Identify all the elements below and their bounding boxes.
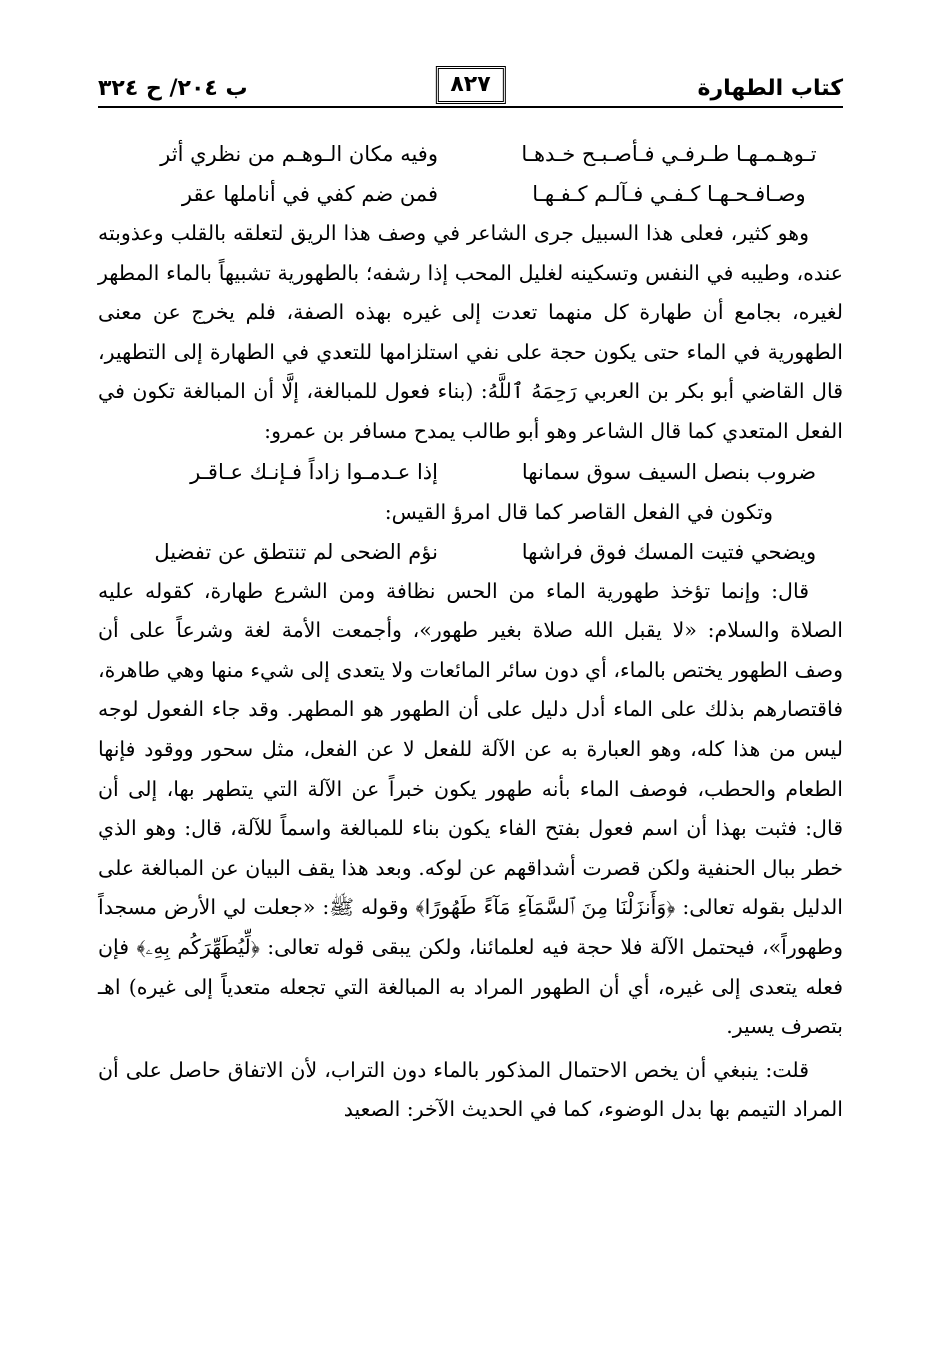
verse-line — [98, 532, 843, 572]
book-title: كتاب الطهارة — [697, 76, 843, 101]
verse-hemistich: نؤم الضحى لم تنتطق عن تفضيل — [154, 539, 438, 564]
verse-line — [98, 452, 843, 492]
paragraph: وهو كثير، فعلى هذا السبيل جرى الشاعر في وصف هذا الريق لتعلقه بالقلب وعذوبته عنده، وطيبه في النفس وتسكينه لغليل المحب إذا رشفه؛ بالطهورية تشبيهاً بالماء المطهر لغيره، بجامع أن طهارة كل منهما تعدت إلى غيره بهذه الصفة، فلم يخرج عن معنى الطهورية في الماء حتى يكون حجة على نفي استلزامها للتعدي في الطهارة إلى التطهير، قال القاضي أبو بكر بن العربي رَحِمَهُ ٱللَّهُ: (بناء فعول للمبالغة، إلَّا أن المبالغة تكون في الفعل المتعدي كما قال الشاعر وهو أبو طالب يمدح مسافر بن عمرو: — [98, 221, 843, 443]
intro-line: وتكون في الفعل القاصر كما قال امرؤ القيس: — [384, 499, 773, 524]
verse-hemistich: ويضحي فتيت المسك فوق فراشها — [521, 539, 817, 564]
page-header — [98, 60, 843, 106]
verse-hemistich: وصـافـحـهـا كـفـي فـآلـم كـفـهـا — [532, 182, 806, 206]
paragraph: قلت: ينبغي أن يخص الاحتمال المذكور بالماء دون التراب، لأن الاتفاق حاصل على أن المراد التيمم بها بدل الوضوء، كما في الحديث الآخر: الصعيد — [98, 1057, 843, 1122]
paragraph: قال: وإنما تؤخذ طهورية الماء من الحس نظافة ومن الشرع طهارة، كقوله عليه الصلاة والسلام: «لا يقبل الله صلاة بغير طهور»، وأجمعت الأمة لغة وشرعاً على أن وصف الطهور يختص بالماء، أي دون سائر المائعات ولا يتعدى إلى شيء منها وهي طاهرة، فاقتصارهم بذلك على الماء أدل دليل على أن الطهور هو المطهر. وقد جاء الفعول لوجه ليس من هذا كله، وهو العبارة به عن الآلة للفعل لا عن الفعل، مثل سحور ووقود فإنها الطعام والحطب، فوصف الماء بأنه طهور يكون خبراً عن الآلة التي يتطهر بها، إلى أن قال: فثبت بهذا أن اسم فعول بفتح الفاء يكون بناء للمبالغة واسماً للآلة، قال: وهو الذي خطر ببال الحنفية ولكن قصرت أشداقهم عن لوكه. وبعد هذا يقف البيان عن المبالغة على الدليل بقوله تعالى: ﴿وَأَنزَلْنَا مِنَ ٱلسَّمَآءِ مَآءً طَهُورًا﴾ وقوله ﷺ: «جعلت لي الأرض مسجداً وطهوراً»، فيحتمل الآلة فلا حجة فيه لعلمائنا، ولكن يبقى قوله تعالى: ﴿لِّيُطَهِّرَكُم بِهِۦ﴾ فإن فعله يتعدى إلى غيره، أي أن الطهور المراد به المبالغة التي تجعله متعدياً إلى غيره) اهـ بتصرف يسير. — [98, 578, 843, 1039]
header-rule — [98, 106, 843, 108]
body-text — [98, 572, 843, 1130]
verse-line — [98, 134, 843, 174]
chapter-reference: ب ٢٠٤/ ح ٣٢٤ — [98, 76, 248, 101]
verse-hemistich: فمن ضم كفي في أناملها عقر — [181, 182, 438, 206]
verse-hemistich: وفيه مكان الـوهـم من نظري أثر — [160, 142, 438, 166]
page-content — [98, 134, 843, 1130]
body-text — [98, 214, 843, 452]
verse-hemistich: تـوهـمـهـا طـرفـي فـأصـبـح خـدهـا — [521, 142, 817, 166]
page-number: ٨٢٧ — [435, 66, 505, 104]
verse-hemistich: ضروب بنصل السيف سوق سمانها — [521, 459, 817, 484]
book-page — [98, 60, 843, 1350]
verse-line — [98, 174, 843, 214]
verse-hemistich: إذا عـدمـوا زاداً فـإنـك عـاقـر — [190, 459, 438, 484]
